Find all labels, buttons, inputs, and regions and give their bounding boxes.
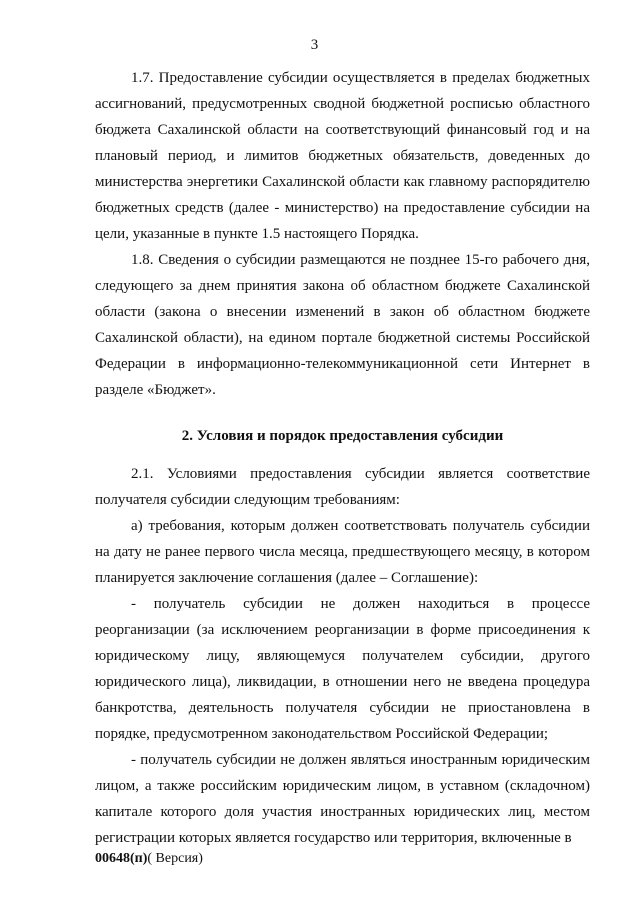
paragraph-2-1-a: а) требования, которым должен соответствовать получатель субсидии на дату не ранее первого числа месяца, предшествующего месяцу, в котором планируется заключение соглашения (далее – Соглашение): [95,518,590,586]
document-code: 00648(п) [95,851,148,866]
paragraph-1-8: 1.8. Сведения о субсидии размещаются не позднее 15-го рабочего дня, следующего за днем принятия закона об областном бюджете Сахалинской области (закона о внесении изменений в закон об областном бюджете Сахалинской области), на едином портале бюджетной системы Российской Федерации в информационно-телекоммуникационной сети Интернет в разделе «Бюджет». [95,252,590,398]
section-heading: 2. Условия и порядок предоставления субсидии [181,428,504,444]
paragraph-requirement-foreign-entity: - получатель субсидии не должен являться иностранным юридическим лицом, а также российским юридическим лицом, в уставном (складочном) капитале которого доля участия иностранных юридических лиц, местом регистрации которых является государство или территория, включенные в [95,752,590,846]
paragraph-1-7: 1.7. Предоставление субсидии осуществляется в пределах бюджетных ассигнований, предусмотренных сводной бюджетной росписью областного бюджета Сахалинской области на соответствующий финансовый год и на плановый период, и лимитов бюджетных обязательств, доведенных до министерства энергетики Сахалинской области как главному распорядителю бюджетных средств (далее - министерство) на предоставление субсидии на цели, указанные в пункте 1.5 настоящего Порядка. [95,70,590,242]
page-number: 3 [310,37,319,53]
document-footer [95,850,203,868]
document-body [95,65,590,851]
paragraph-requirement-reorganization: - получатель субсидии не должен находиться в процессе реорганизации (за исключением реорганизации в форме присоединения к юридическому лицу, являющемуся получателем субсидии, другого юридического лица), ликвидации, в отношении него не введена процедура банкротства, деятельность получателя субсидии не приостановлена в порядке, предусмотренном законодательством Российской Федерации; [95,596,590,742]
document-version: ( Версия) [147,851,203,866]
paragraph-2-1: 2.1. Условиями предоставления субсидии является соответствие получателя субсидии следующим требованиям: [95,466,590,508]
